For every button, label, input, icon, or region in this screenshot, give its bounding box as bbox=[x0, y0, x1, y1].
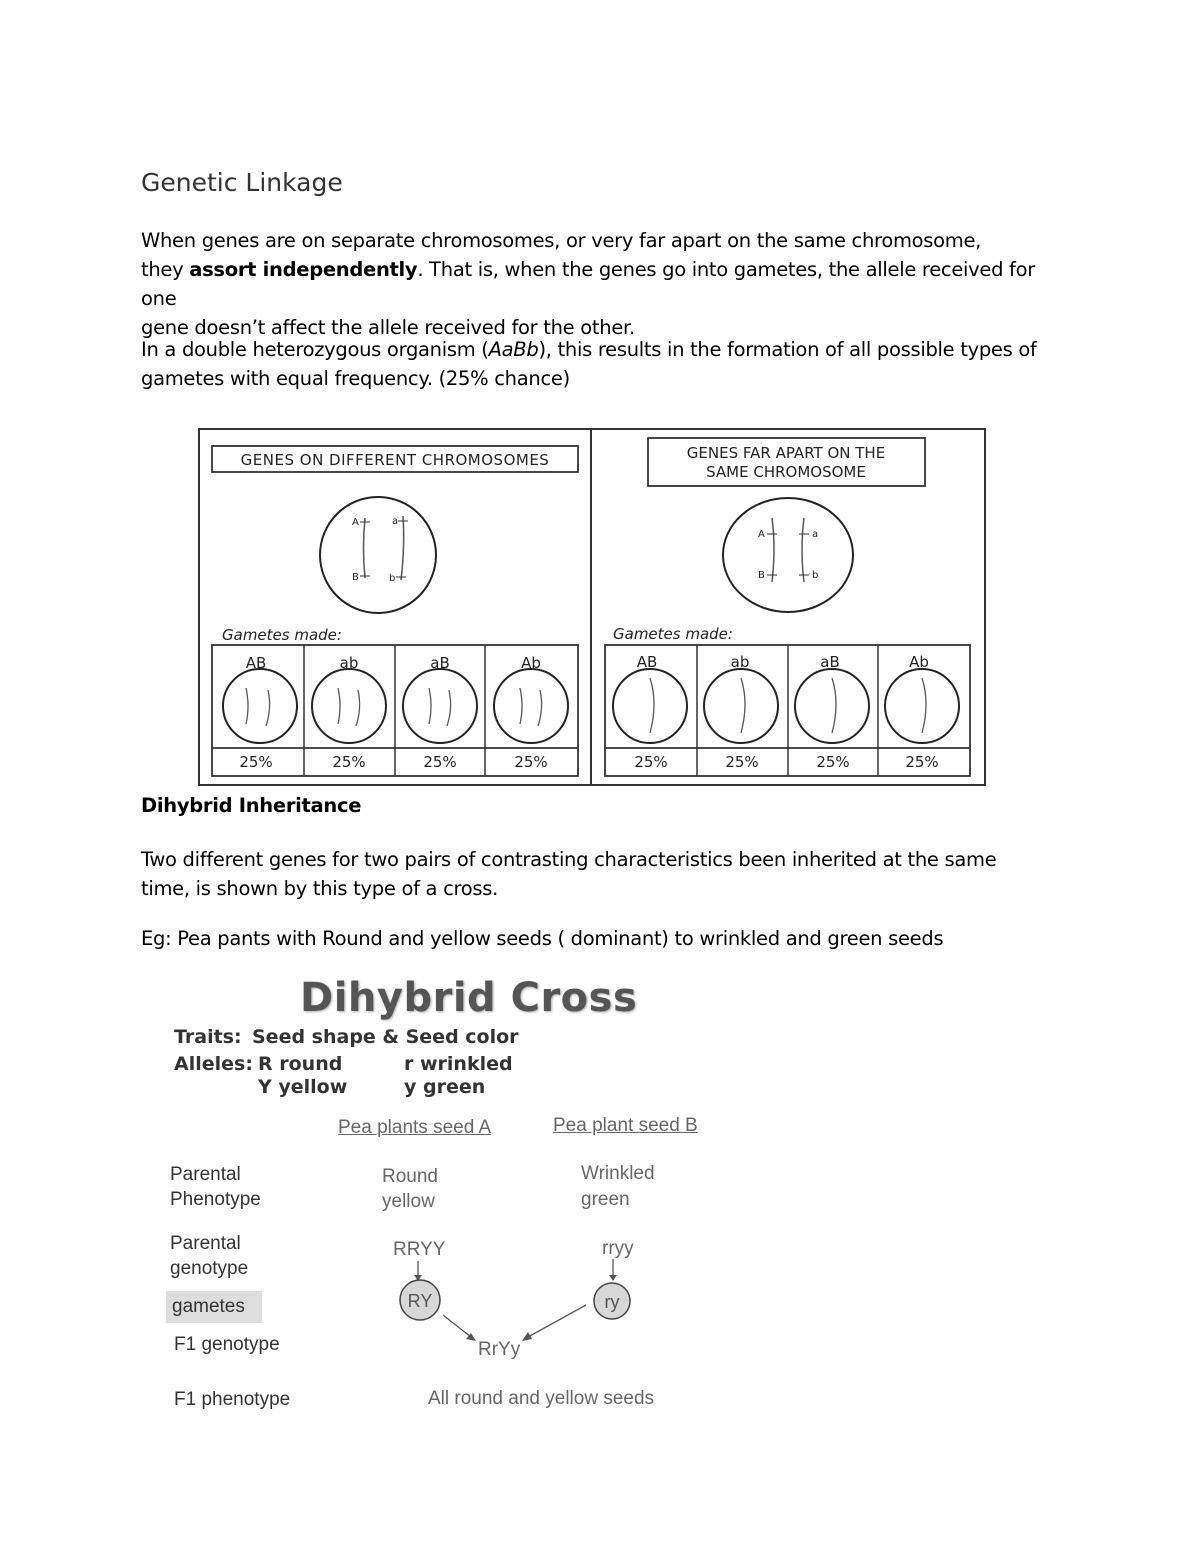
text-run: ), this results in the formation of all possible types of bbox=[538, 338, 1037, 361]
gamete-label: ab bbox=[339, 654, 359, 672]
linkage-figure bbox=[198, 428, 986, 786]
allele-entry: y green bbox=[404, 1076, 486, 1098]
row-label: Parental bbox=[170, 1164, 241, 1185]
text-run: In a double heterozygous organism ( bbox=[141, 338, 489, 361]
gamete-percentage: 25% bbox=[332, 753, 366, 771]
f1-genotype: RrYy bbox=[478, 1339, 521, 1360]
allele-label: B bbox=[352, 572, 359, 583]
allele-label: B bbox=[758, 570, 765, 581]
left-panel-title: GENES ON DIFFERENT CHROMOSOMES bbox=[240, 451, 550, 469]
row-label: Parental bbox=[170, 1233, 241, 1254]
gamete-cell bbox=[494, 654, 568, 771]
paragraph-example: Eg: Pea pants with Round and yellow seeds ( dominant) to wrinkled and green seeds bbox=[141, 927, 944, 950]
gamete-percentage: 25% bbox=[905, 753, 939, 771]
paragraph-line: When genes are on separate chromosomes, or very far apart on the same chromosome, bbox=[141, 229, 982, 252]
gamete-cell bbox=[795, 653, 869, 771]
column-header-seed-b: Pea plant seed B bbox=[553, 1115, 698, 1136]
allele-entry: Y yellow bbox=[258, 1076, 348, 1098]
allele-label: a bbox=[392, 516, 399, 527]
gamete-percentage: 25% bbox=[816, 753, 850, 771]
allele-label: A bbox=[352, 517, 359, 528]
text-run: . That is, when the genes go into gametes, the allele received for one bbox=[141, 258, 1035, 310]
page-title: Genetic Linkage bbox=[141, 168, 343, 197]
gametes-made-label: Gametes made: bbox=[613, 625, 733, 643]
allele-label: b bbox=[389, 573, 396, 584]
row-label: genotype bbox=[170, 1258, 249, 1279]
figure-title: Dihybrid Cross bbox=[300, 975, 638, 1021]
paragraph-line bbox=[141, 255, 1071, 313]
column-header-seed-a: Pea plants seed A bbox=[338, 1117, 492, 1138]
alleles-label: Alleles: bbox=[174, 1053, 253, 1075]
row-label: F1 genotype bbox=[174, 1334, 280, 1355]
phenotype-b: green bbox=[581, 1189, 630, 1210]
genotype-b: rryy bbox=[602, 1238, 634, 1259]
gamete-percentage: 25% bbox=[725, 753, 759, 771]
gamete-label: Ab bbox=[909, 653, 929, 671]
italic-genotype: AaBb bbox=[488, 338, 539, 361]
bold-term: assort independently bbox=[189, 258, 418, 281]
left-panel bbox=[212, 446, 578, 776]
cell-icon bbox=[723, 498, 853, 612]
allele-label: a bbox=[812, 529, 819, 540]
gamete-b-label: ry bbox=[604, 1292, 620, 1312]
gamete-label: aB bbox=[820, 653, 840, 671]
gamete-label: ab bbox=[730, 653, 750, 671]
phenotype-a: Round bbox=[382, 1166, 438, 1187]
paragraph-line: time, is shown by this type of a cross. bbox=[141, 877, 499, 900]
paragraph-line bbox=[141, 335, 1071, 364]
row-label: gametes bbox=[172, 1296, 245, 1317]
cross-arrows bbox=[160, 975, 780, 1425]
row-label: Phenotype bbox=[170, 1189, 261, 1210]
paragraph-independent-assortment bbox=[141, 226, 1071, 342]
phenotype-b: Wrinkled bbox=[581, 1163, 655, 1184]
paragraph-line: gametes with equal frequency. (25% chance) bbox=[141, 367, 570, 390]
gamete-cell bbox=[613, 653, 687, 771]
f1-phenotype: All round and yellow seeds bbox=[428, 1388, 655, 1409]
row-label: F1 phenotype bbox=[174, 1389, 291, 1410]
phenotype-a: yellow bbox=[382, 1191, 435, 1212]
traits-label: Traits: bbox=[174, 1026, 242, 1048]
gamete-percentage: 25% bbox=[423, 753, 457, 771]
paragraph-line: Two different genes for two pairs of contrasting characteristics been inherited at the same bbox=[141, 848, 997, 871]
paragraph-double-heterozygous bbox=[141, 335, 1071, 393]
allele-label: b bbox=[812, 570, 819, 581]
gamete-label: Ab bbox=[521, 654, 541, 672]
gamete-cell bbox=[223, 654, 297, 771]
paragraph-dihybrid bbox=[141, 845, 1071, 903]
traits-value: Seed shape & Seed color bbox=[252, 1026, 519, 1048]
genotype-a: RRYY bbox=[393, 1239, 446, 1260]
gametes-made-label: Gametes made: bbox=[222, 626, 342, 644]
allele-label: A bbox=[758, 529, 765, 540]
gamete-label: AB bbox=[636, 653, 658, 671]
allele-entry: r wrinkled bbox=[404, 1053, 513, 1075]
dihybrid-cross-figure bbox=[160, 975, 780, 1425]
gamete-cell bbox=[885, 653, 959, 771]
gamete-cell bbox=[312, 654, 386, 771]
gamete-percentage: 25% bbox=[239, 753, 273, 771]
right-panel-title: SAME CHROMOSOME bbox=[706, 463, 866, 481]
gamete-label: AB bbox=[245, 654, 267, 672]
gamete-a-label: RY bbox=[407, 1291, 433, 1311]
right-panel bbox=[605, 438, 970, 776]
text-run: they bbox=[141, 258, 190, 281]
gamete-label: aB bbox=[430, 654, 450, 672]
gamete-cell bbox=[403, 654, 477, 771]
gamete-cell bbox=[704, 653, 778, 771]
section-heading: Dihybrid Inheritance bbox=[141, 794, 362, 817]
cell-icon bbox=[320, 497, 436, 613]
right-panel-title: GENES FAR APART ON THE bbox=[686, 444, 886, 462]
gamete-percentage: 25% bbox=[634, 753, 668, 771]
paragraph-line: gene doesn’t affect the allele received for the other. bbox=[141, 316, 635, 339]
allele-entry: R round bbox=[258, 1053, 343, 1075]
gamete-percentage: 25% bbox=[514, 753, 548, 771]
